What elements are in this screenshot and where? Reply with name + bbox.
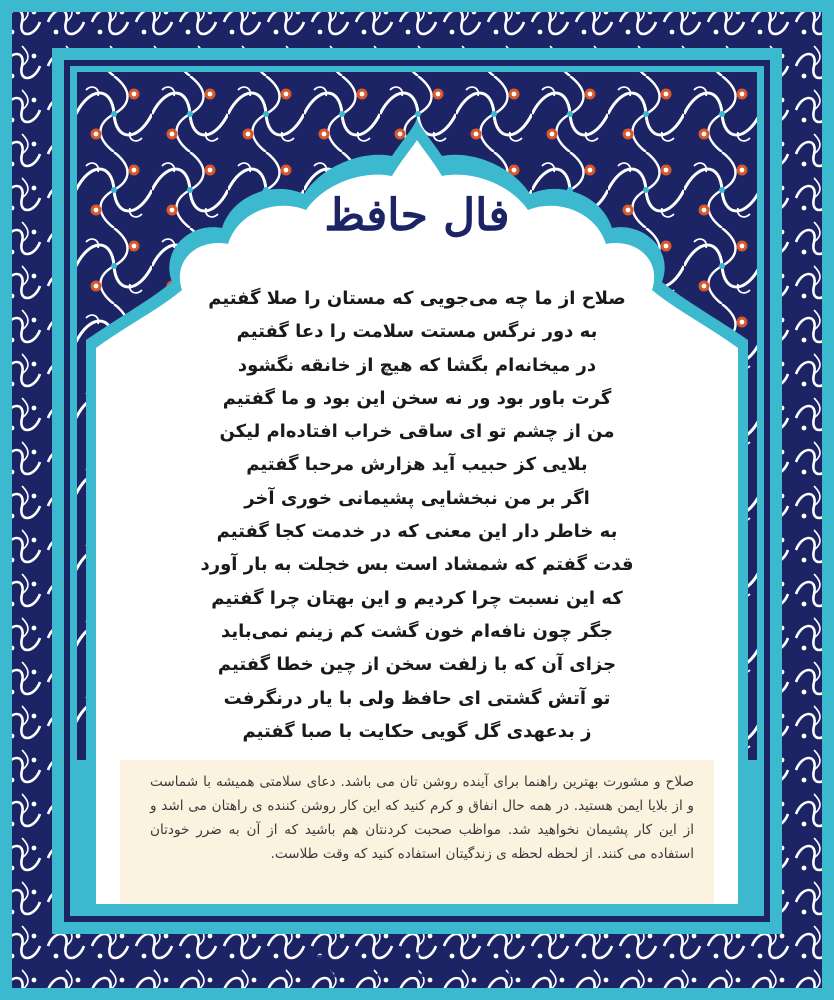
- poem-line: گرت باور بود ور نه سخن این بود و ما گفتیم: [222, 387, 612, 409]
- poem-line: به خاطر دار این معنی که در خدمت کجا گفتیم: [216, 521, 618, 543]
- interpretation-right-band: [714, 760, 738, 904]
- poem-line: در میخانه‌ام بگشا که هیچ از خانقه نگشود: [237, 354, 597, 376]
- watermark: ManaPic.com: [306, 950, 528, 985]
- interpretation-left-band: [96, 760, 120, 904]
- poem-line: اگر بر من نبخشایی پشیمانی خوری آخر: [244, 487, 590, 509]
- poem-line: من از چشم تو ای ساقی خراب افتاده‌ام لیکن: [219, 421, 615, 443]
- poem-line: که این نسبت چرا کردیم و این بهتان چرا گفتیم: [211, 587, 623, 609]
- poem-line: بلایی کز حبیب آید هزارش مرحبا گفتیم: [246, 454, 588, 476]
- poem: [200, 282, 634, 748]
- poem-line: قدت گفتم که شمشاد است بس خجلت به بار آورد: [200, 554, 634, 576]
- poem-line: به دور نرگس مستت سلامت را دعا گفتیم: [236, 321, 598, 343]
- poem-line: جگر چون نافه‌ام خون گشت کم زینم نمی‌باید: [220, 620, 614, 642]
- page-title: فال حافظ: [324, 190, 510, 241]
- poem-line: تو آتش گشتی ای حافظ ولی با یار درنگرفت: [223, 687, 611, 709]
- interpretation-text: صلاح و مشورت بهترین راهنما برای آینده روشن تان می باشد. دعای سلامتی همیشه با شماست و از بلایا ایمن هستید. در همه حال انفاق و کرم کنید که این کار روشن کننده ی راهتان می اشد و از این کار پشیمان نخواهید شد. مواظب صحبت کردنتان هم باشید که از آن به ضرر خودتان استفاده می کنند. از لحظه لحظه ی زندگیتان استفاده کنید که وقت طلاست.: [150, 774, 694, 862]
- poem-line: ز بدعهدی گل گویی حکایت با صبا گفتیم: [242, 720, 592, 742]
- poem-line: جزای آن که با زلفت سخن از چین خطا گفتیم: [217, 654, 617, 676]
- poem-line: صلاح از ما چه می‌جویی که مستان را صلا گفتیم: [208, 288, 626, 309]
